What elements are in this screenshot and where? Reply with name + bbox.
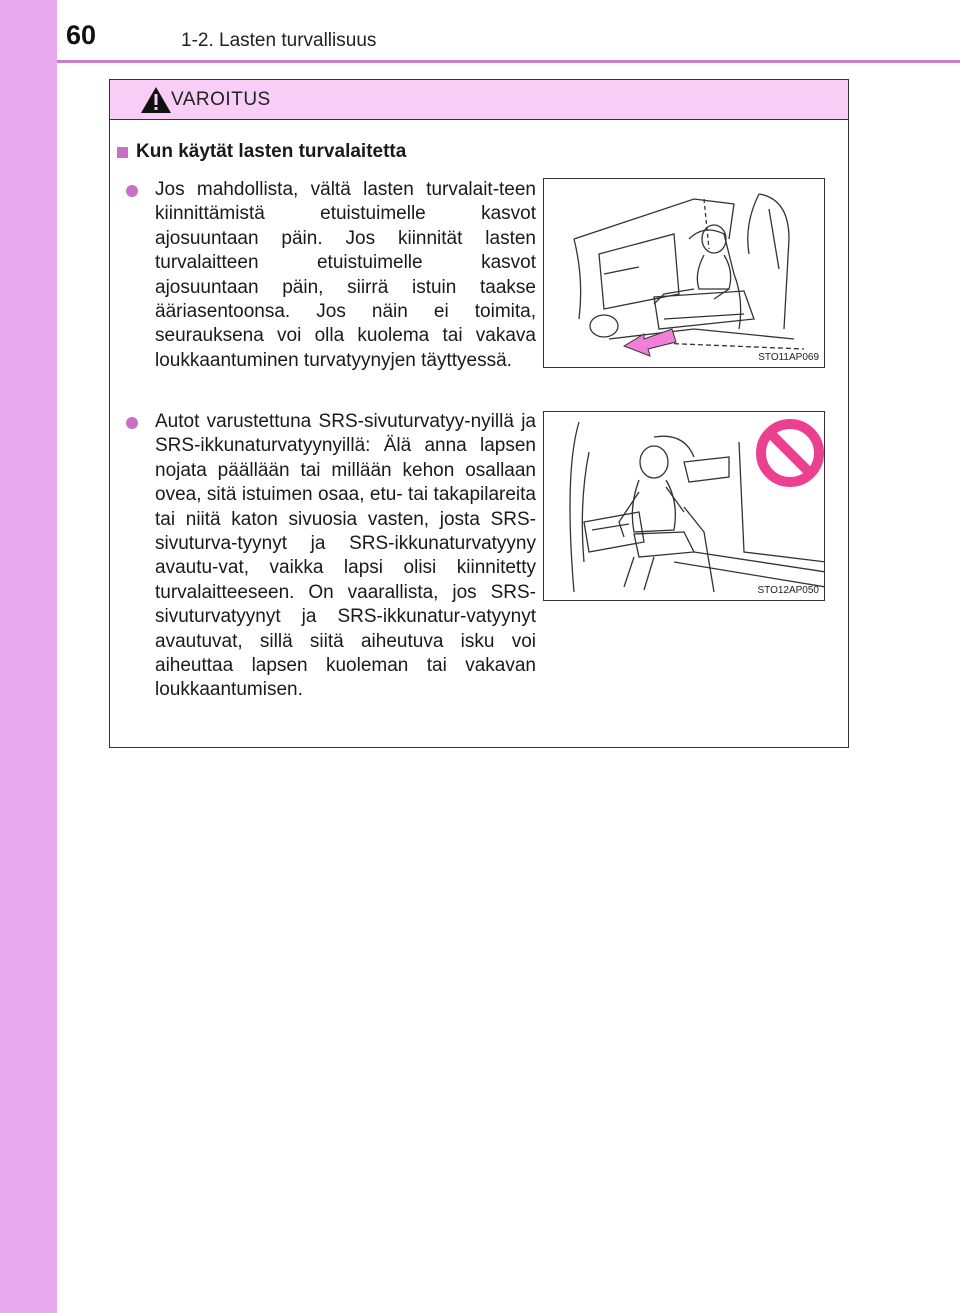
subheading [110,141,406,163]
warning-item-1 [126,178,536,373]
warning-item-2 [126,410,536,703]
section-title: 1-2. Lasten turvallisuus [181,30,377,51]
figure-code: STO11AP069 [758,352,819,363]
prohibition-icon [755,418,825,488]
illustration-front-seat [544,179,825,368]
warning-header [110,80,848,120]
arrow-icon [624,329,676,356]
warning-label: VAROITUS [171,89,271,110]
figure-code: STO12AP050 [757,585,819,596]
dot-bullet-icon [126,185,138,197]
warning-triangle-icon [140,86,172,114]
subheading-text: Kun käytät lasten turvalaitetta [136,141,407,162]
warning-item-text: Jos mahdollista, vältä lasten turvalait-teen kiinnittämistä etuistuimelle kasvot ajosuuntaan päin. Jos kiinnität lasten turvalaitteen etuistuimelle kasvot ajosuuntaan päin, siirrä istuin taakse ääriasentoonsa. Jos näin ei toimita, seurauksena voi olla kuolema tai vakava loukkaantuminen turvatyynyjen täyttyessä. [155,179,536,371]
warning-item-text: Autot varustettuna SRS-sivuturvatyy-nyillä ja SRS-ikkunaturvatyynyillä: Älä anna lapsen nojata päällään tai millään kehon osallaan ovea, sitä istuimen osaa, etu- tai takapilareita tai niitä katon sivuosia vasten, josta SRS-sivuturva-tyynyt ja SRS-ikkunaturvatyyny avautu-vat, vaikka lapsi olisi kiinnitetty turvalaitteeseen. On vaarallista, jos SRS-sivuturvatyynyt ja SRS-ikkunatur-vatyynyt avautuvat, sillä siitä aiheutuva isku voi aiheuttaa lapsen kuoleman tai vakavan loukkaantumisen. [155,411,536,701]
figure-child-seat-front [543,178,825,368]
side-tab-bar [0,0,57,1313]
header-rule [57,60,960,63]
dot-bullet-icon [126,417,138,429]
square-bullet-icon [117,147,128,158]
page-number: 60 [66,20,97,50]
